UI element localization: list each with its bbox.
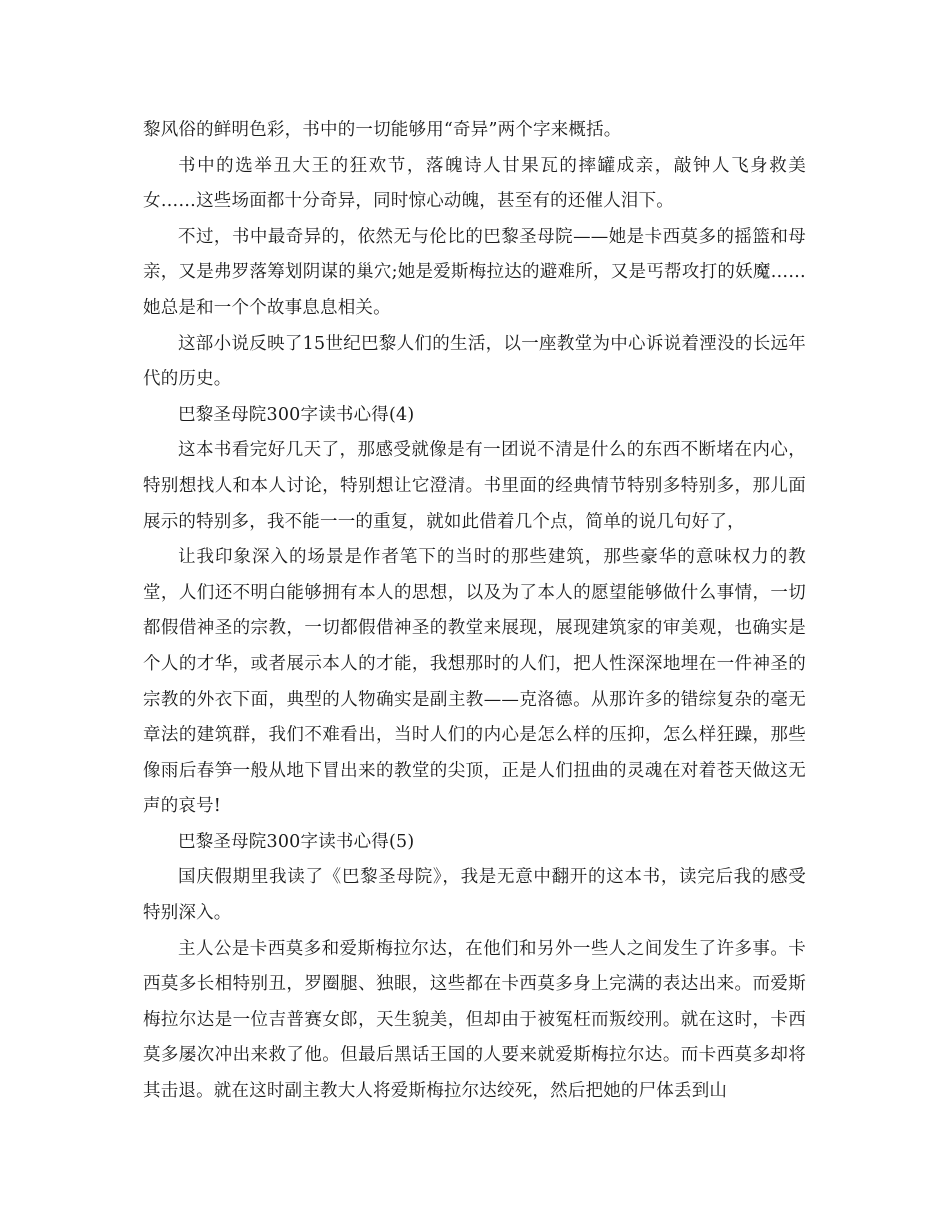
document-body	[143, 113, 806, 1110]
paragraph: 这部小说反映了15世纪巴黎人们的生活，以一座教堂为中心诉说着湮没的长远年代的历史。	[143, 333, 806, 390]
paragraph: 主人公是卡西莫多和爱斯梅拉尔达，在他们和另外一些人之间发生了许多事。卡西莫多长相特别丑，罗圈腿、独眼，这些都在卡西莫多身上完满的表达出来。而爱斯梅拉尔达是一位吉普赛女郎，天生貌美，但却由于被冤枉而叛绞刑。就在这时，卡西莫多屡次冲出来救了他。但最后黑话王国的人要来就爱斯梅拉尔达。而卡西莫多却将其击退。就在这时副主教大人将爱斯梅拉尔达绞死，然后把她的尸体丢到山	[143, 938, 806, 1102]
paragraph: 不过，书中最奇异的，依然无与伦比的巴黎圣母院——她是卡西莫多的摇篮和母亲，又是弗罗落筹划阴谋的巢穴;她是爱斯梅拉达的避难所，又是丐帮攻打的妖魔……她总是和一个个故事息息相关。	[143, 226, 806, 318]
section-heading: 巴黎圣母院300字读书心得(4)	[178, 404, 415, 425]
paragraph-continuation: 黎风俗的鲜明色彩，书中的一切能够用“奇异”两个字来概括。	[143, 120, 622, 140]
section-heading: 巴黎圣母院300字读书心得(5)	[178, 831, 415, 852]
paragraph: 这本书看完好几天了，那感受就像是有一团说不清是什么的东西不断堵在内心，特别想找人和本人讨论，特别想让它澄清。书里面的经典情节特别多特别多，那儿面展示的特别多，我不能一一的重复，就如此借着几个点，简单的说几句好了，	[143, 440, 806, 532]
paragraph: 让我印象深入的场景是作者笔下的当时的那些建筑，那些豪华的意味权力的教堂，人们还不明白能够拥有本人的思想，以及为了本人的愿望能够做什么事情，一切都假借神圣的宗教，一切都假借神圣的教堂来展现，展现建筑家的审美观，也确实是个人的才华，或者展示本人的才能，我想那时的人们，把人性深深地埋在一件神圣的宗教的外衣下面，典型的人物确实是副主教——克洛德。从那许多的错综复杂的毫无章法的建筑群，我们不难看出，当时人们的内心是怎么样的压抑，怎么样狂躁，那些像雨后春笋一般从地下冒出来的教堂的尖顶，正是人们扭曲的灵魂在对着苍天做这无声的哀号!	[143, 547, 806, 817]
paragraph: 书中的选举丑大王的狂欢节，落魄诗人甘果瓦的摔罐成亲，敲钟人飞身救美女……这些场面都十分奇异，同时惊心动魄，甚至有的还催人泪下。	[143, 155, 806, 212]
paragraph: 国庆假期里我读了《巴黎圣母院》，我是无意中翻开的这本书，读完后我的感受特别深入。	[143, 867, 806, 924]
